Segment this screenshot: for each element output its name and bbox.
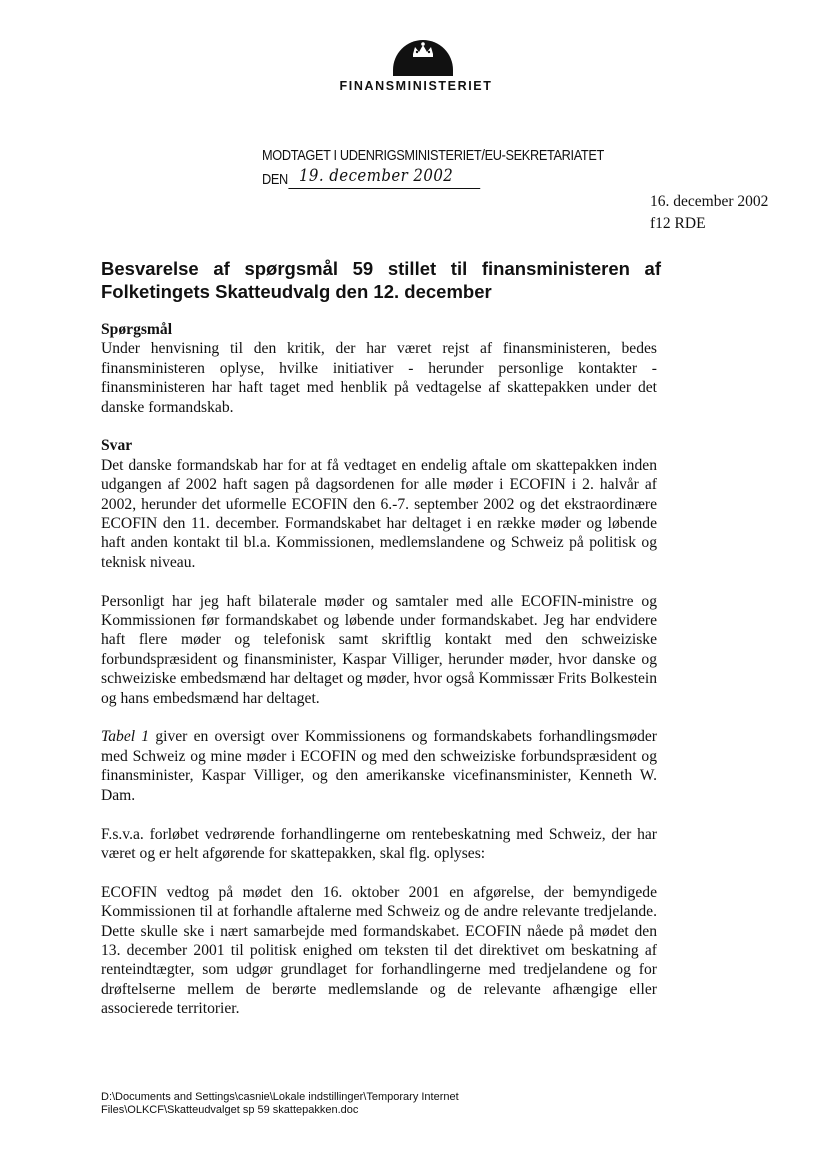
answer-paragraph: Det danske formandskab har for at få vedtaget en endelig aftale om skattepakken inden udgangen af 2002 haft sagen på dagsordenen for alle møder i ECOFIN i 2. halvår af 2002, herunder det uformelle ECOFIN den 6.-7. september 2002 og det ekstraordinære ECOFIN den 11. december. Formandskabet har deltaget i en række møder og løbende haft anden kontakt til bl.a. Kommissionen, medlemslandene og Schweiz på politisk og teknisk niveau.	[101, 456, 657, 571]
received-stamp	[262, 148, 614, 196]
document-meta	[650, 191, 768, 235]
answer-paragraph: Personligt har jeg haft bilaterale møder og samtaler med alle ECOFIN-ministre og Kommissionen før formandskabet og løbende under formandskabet. Jeg har endvidere haft flere møder og telefonisk samt skriftlig kontakt med den schweiziske forbundspræsident og finansminister, Kaspar Villiger, herunder møder, hvor danske og schweiziske embedsmænd har deltaget og møder, hvor også Kommissær Frits Bolkestein og hans embedsmænd har deltaget.	[101, 592, 657, 707]
answer-paragraph: F.s.v.a. forløbet vedrørende forhandlingerne om rentebeskatning med Schweiz, der har været og er helt afgørende for skattepakken, skal flg. oplyses:	[101, 825, 657, 862]
stamp-date-line	[262, 166, 614, 196]
stamp-received-text: MODTAGET I UDENRIGSMINISTERIET/EU-SEKRETARIATET	[262, 148, 604, 164]
crown-seal-icon	[391, 40, 455, 76]
table-reference-text: giver en oversigt over Kommissionens og formandskabets forhandlingsmøder med Schweiz og mine møder i ECOFIN og med den schweiziske forbundspræsident og finansminister, Kaspar Villiger, og den amerikanske vicefinansminister, Kenneth W. Dam.	[101, 728, 657, 804]
document-date: 16. december 2002	[650, 193, 769, 210]
file-path-line: Files\OLKCF\Skatteudvalget sp 59 skattepakken.doc	[101, 1104, 359, 1116]
question-heading: Spørgsmål	[101, 321, 173, 338]
ministry-name: FINANSMINISTERIET	[339, 79, 493, 93]
document-body	[101, 320, 657, 1019]
document-title: Besvarelse af spørgsmål 59 stillet til finansministeren af Folketingets Skatteudvalg den 12. december	[101, 258, 661, 302]
file-path-footer	[101, 1091, 701, 1117]
answer-heading: Svar	[101, 437, 133, 455]
table-reference-label: Tabel 1	[101, 728, 150, 746]
document-reference: f12 RDE	[650, 215, 706, 232]
file-path-line: D:\Documents and Settings\casnie\Lokale indstillinger\Temporary Internet	[101, 1091, 459, 1103]
handwritten-date: 19. december 2002	[298, 166, 454, 186]
stamp-den-label: DEN	[262, 172, 288, 188]
table-reference-paragraph	[101, 727, 657, 805]
question-text: Under henvisning til den kritik, der har været rejst af finansministeren, bedes finansministeren oplyse, hvilke initiativer - herunder personlige kontakter - finansministeren har haft taget med henblik på vedtagelse af skattepakken under det danske formandskab.	[101, 340, 657, 416]
stamp-underline	[288, 188, 480, 189]
answer-paragraph: ECOFIN vedtog på mødet den 16. oktober 2001 en afgørelse, der bemyndigede Kommissionen til at forhandle aftalerne med Schweiz og de andre relevante tredjelande. Dette skulle ske i nært samarbejde med formandskabet. ECOFIN nåede på mødet den 13. december 2001 til politisk enighed om teksten til det direktivet om beskatning af renteindtægter, som udgør grundlaget for forhandlingerne med tredjelandene og for drøftelserne mellem de berørte medlemslande og de relevante afhængige eller associerede territorier.	[101, 883, 657, 1018]
